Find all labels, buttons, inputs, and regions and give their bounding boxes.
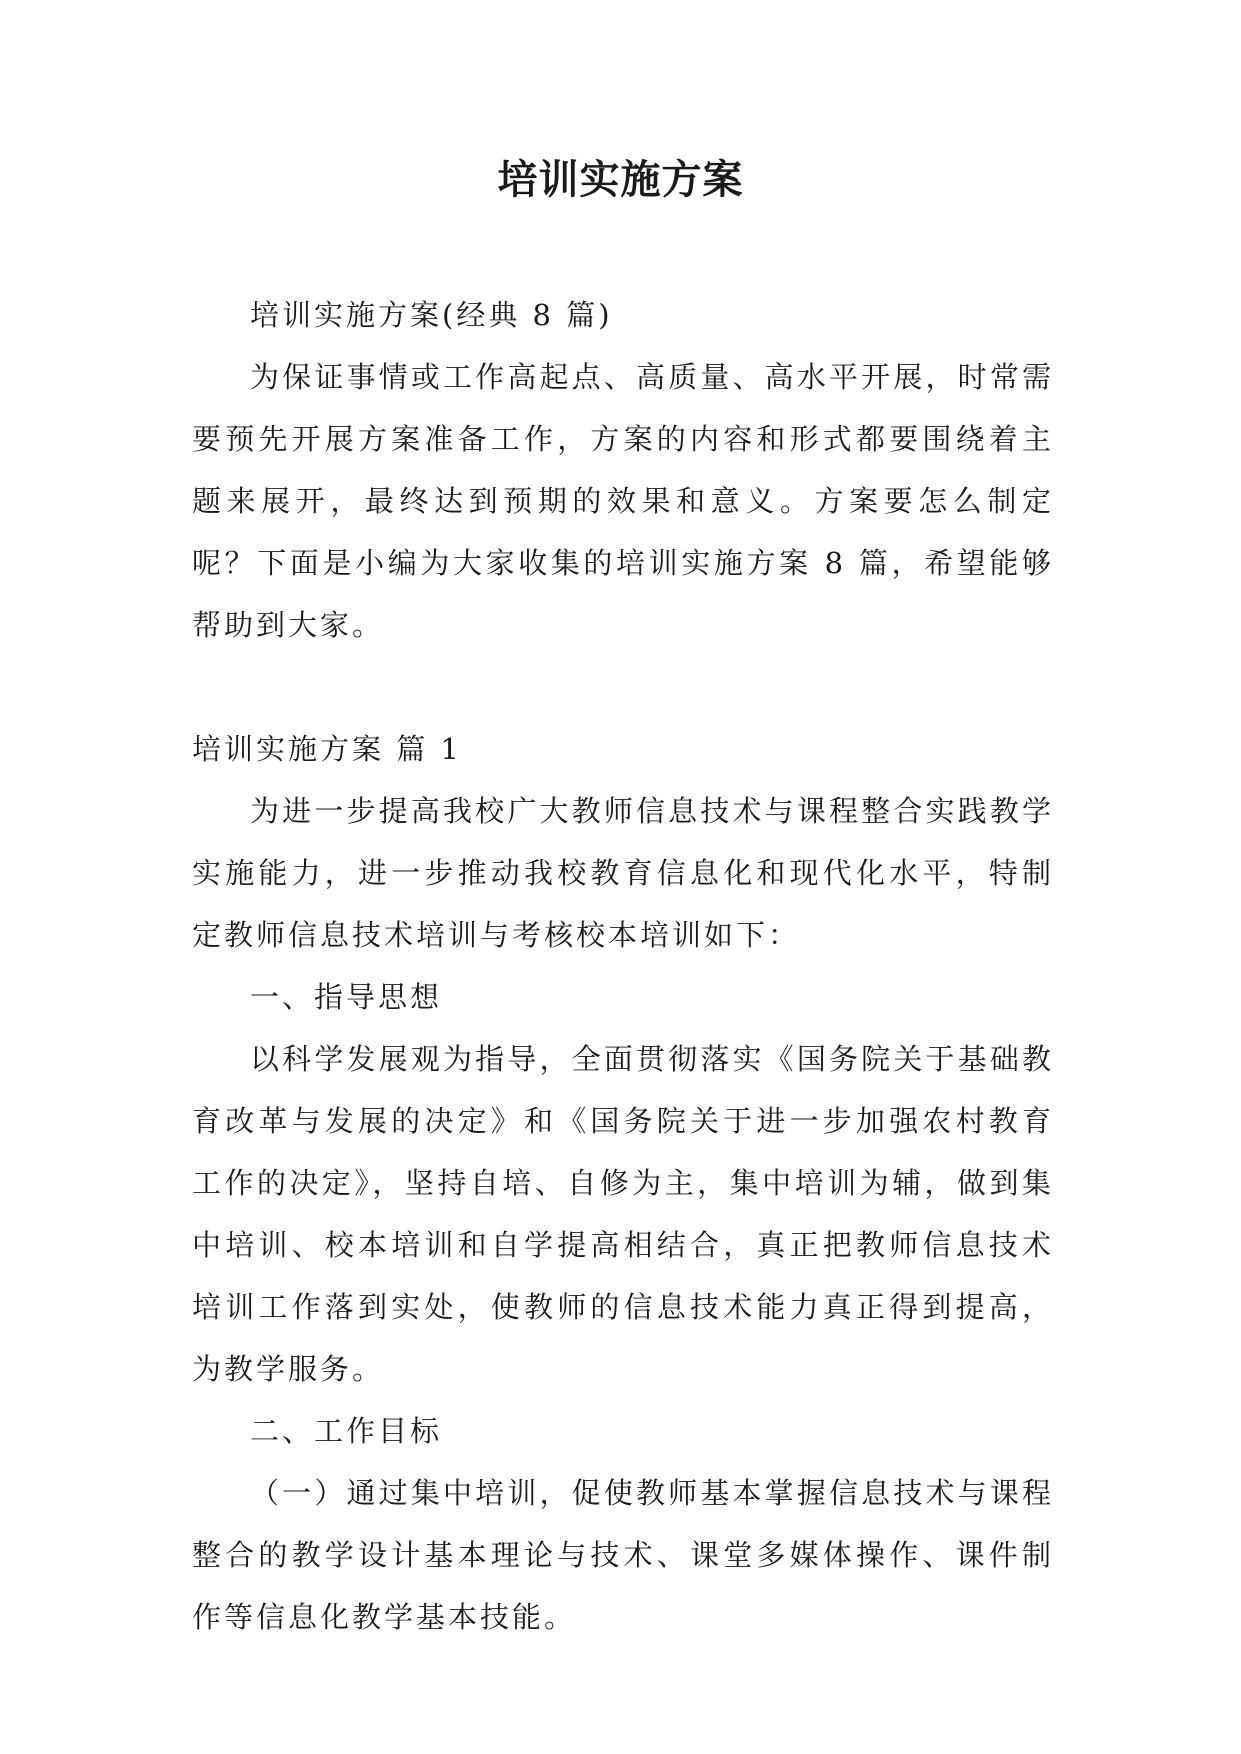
heading-work-goals: 二、工作目标 (250, 1414, 443, 1448)
document-subtitle: 培训实施方案(经典 8 篇) (250, 298, 613, 332)
heading-guiding-ideology: 一、指导思想 (250, 980, 443, 1014)
section-heading: 培训实施方案 篇 1 (192, 732, 462, 766)
document-title: 培训实施方案 (497, 156, 744, 203)
body-paragraph-2: 以科学发展观为指导，全面贯彻落实《国务院关于基础教育改革与发展的决定》和《国务院关于进一步加强农村教育工作的决定》，坚持自培、自修为主，集中培训为辅，做到集中培训、校本培训和自学提高相结合，真正把教师信息技术培训工作落到实处，使教师的信息技术能力真正得到提高，为教学服务。 (192, 1042, 1054, 1386)
paragraph-gap (192, 656, 1054, 718)
document-body (192, 284, 1054, 1648)
body-paragraph-3: （一）通过集中培训，促使教师基本掌握信息技术与课程整合的教学设计基本理论与技术、课堂多媒体操作、课件制作等信息化教学基本技能。 (192, 1476, 1054, 1634)
intro-paragraph: 为保证事情或工作高起点、高质量、高水平开展，时常需要预先开展方案准备工作，方案的内容和形式都要围绕着主题来展开，最终达到预期的效果和意义。方案要怎么制定呢？下面是小编为大家收集的培训实施方案 8 篇，希望能够帮助到大家。 (192, 360, 1054, 642)
body-paragraph-1: 为进一步提高我校广大教师信息技术与课程整合实践教学实施能力，进一步推动我校教育信息化和现代化水平，特制定教师信息技术培训与考核校本培训如下： (192, 794, 1054, 952)
